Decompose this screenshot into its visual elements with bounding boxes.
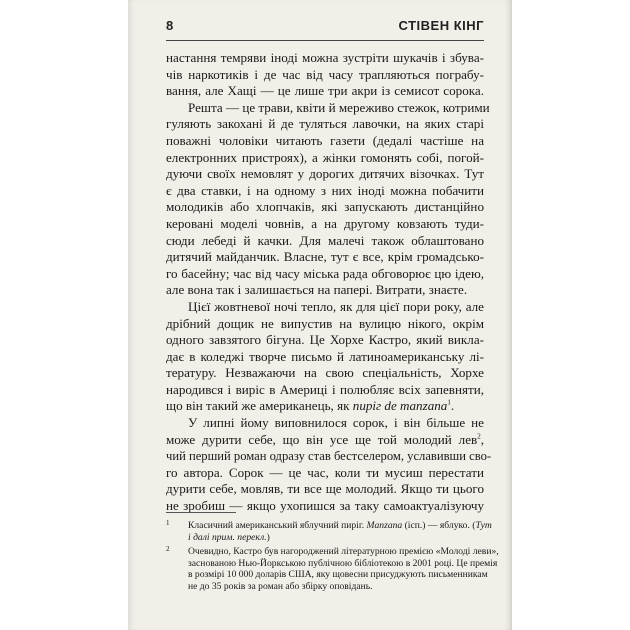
footnote-mark: 2 bbox=[166, 545, 170, 554]
text-line: настання темряви іноді можна зустріти шукачів і збува- bbox=[166, 50, 484, 65]
text-line: поважні чоловіки читають газети (дедалі частіше на bbox=[166, 132, 484, 148]
running-header-author: СТІВЕН КІНГ bbox=[398, 18, 484, 33]
footnote-line: в розмірі 10 000 доларів США, яку щовесни присуджують письменникам bbox=[188, 569, 488, 581]
text-line: керовані моделі човнів, а на другому ковзають туди- bbox=[166, 215, 484, 231]
text-line: вання, але Хащі — це лише три акри із семисот сорока. bbox=[166, 83, 484, 99]
book-page bbox=[128, 0, 512, 630]
footnote-ref-2: 2 bbox=[477, 432, 481, 441]
footnote-1 bbox=[166, 519, 492, 543]
body-text bbox=[166, 50, 492, 515]
footnote-divider bbox=[166, 512, 236, 513]
text-line: Цієї жовтневої ночі тепло, як для цієї пори року, але bbox=[188, 298, 484, 314]
text-line: молодиків або хлопчаків, які запускають дистанційно bbox=[166, 199, 484, 215]
text-line: Решта — це трави, квіти й мереживо стежок, котрими bbox=[188, 99, 490, 115]
text-line: чів наркотиків і де час від часу трапляються пограбу- bbox=[166, 66, 484, 82]
text-line: одного завзятого бігуна. Це Хорхе Кастро, який виклa- bbox=[166, 332, 484, 348]
footnote-2 bbox=[166, 545, 499, 592]
text-line-start: що він такий же американець, як bbox=[166, 398, 350, 414]
text-line: не зробиш — якщо ухопишся за таку самоактуалізуючу bbox=[166, 498, 484, 514]
running-header bbox=[166, 18, 484, 38]
text-line: У липні йому виповнилося сорок, і він більше не bbox=[188, 415, 484, 431]
text-line bbox=[166, 398, 484, 415]
text-line: народився і виріс в Америці і полюбляє всіх запевняти, bbox=[166, 381, 484, 397]
text-line: чий перший роман одразу став бестселером, уславивши сво- bbox=[166, 449, 492, 464]
text-line-start: може дурити себе, що він усе ще той молодий лев bbox=[166, 431, 478, 447]
text-line: дитячий майданчик. Власне, тут є все, крім громадсько- bbox=[166, 249, 484, 265]
footnote-line bbox=[188, 532, 484, 544]
footnote-line: Очевидно, Кастро був нагороджений літературною премією «Молоді леви», bbox=[188, 546, 499, 558]
text-line: електронних пристроях), а жінки гомонять собі, погой- bbox=[166, 149, 484, 165]
header-divider bbox=[166, 40, 484, 41]
text-line: тературу. Незважаючи на свою спеціальність, Хорхе bbox=[166, 365, 484, 381]
text-line: дурити себе, мовляв, ти все ще молодий. Якщо ти цього bbox=[166, 481, 484, 497]
footnote-line bbox=[188, 520, 492, 532]
period: . bbox=[450, 398, 455, 414]
footnote-ref-1: 1 bbox=[447, 399, 451, 408]
text-line: го басейну; час від часу міська рада обговорює цю ідею, bbox=[166, 265, 484, 281]
footnote-italic: Тут bbox=[475, 520, 492, 531]
text-line: є два ставки, і на одному з них іноді можна побачити bbox=[166, 182, 484, 198]
text-line: дрібний дощик не випустив на вулицю нікого, окрім bbox=[166, 315, 484, 331]
text-line: дуючи своїх немовлят у дорогих дитячих візочках. Тут bbox=[166, 166, 484, 182]
footnote-text: (ісп.) — яблуко. ( bbox=[402, 520, 476, 531]
footnotes bbox=[166, 519, 499, 596]
footnote-line: заснованою Нью-Йоркською публічною бібліотекою в 2001 році. Це премія bbox=[188, 557, 498, 569]
footnote-text: Класичний американський яблучний пиріг. bbox=[188, 520, 367, 531]
text-line: дає в коледжі творче письмо й латиноамериканську лі- bbox=[166, 348, 484, 364]
footnote-italic: Manzana bbox=[366, 520, 403, 531]
text-line: може дурити себе, що він усе ще той молодий лев$^2$, bbox=[166, 431, 484, 447]
text-line: го автора. Сорок — це час, коли ти мусиш перестати bbox=[166, 464, 484, 480]
italic-phrase: пиріг de manzana bbox=[352, 398, 448, 414]
footnote-line: не до 35 років за роман або збірку оповідань. bbox=[188, 580, 373, 592]
page-number: 8 bbox=[166, 18, 174, 33]
footnote-text: ) bbox=[266, 531, 270, 543]
text-line: сюди лебеді й качки. Для малечі також облаштовано bbox=[166, 232, 484, 248]
footnote-mark: 1 bbox=[166, 519, 170, 527]
text-line: але вона так і залишається на папері. Витрати, знаєте. bbox=[166, 282, 468, 298]
text-line: гуляють закохані й де туляться лавочки, на яких старі bbox=[166, 116, 484, 132]
footnote-italic: і далі прим. перекл. bbox=[188, 531, 267, 543]
